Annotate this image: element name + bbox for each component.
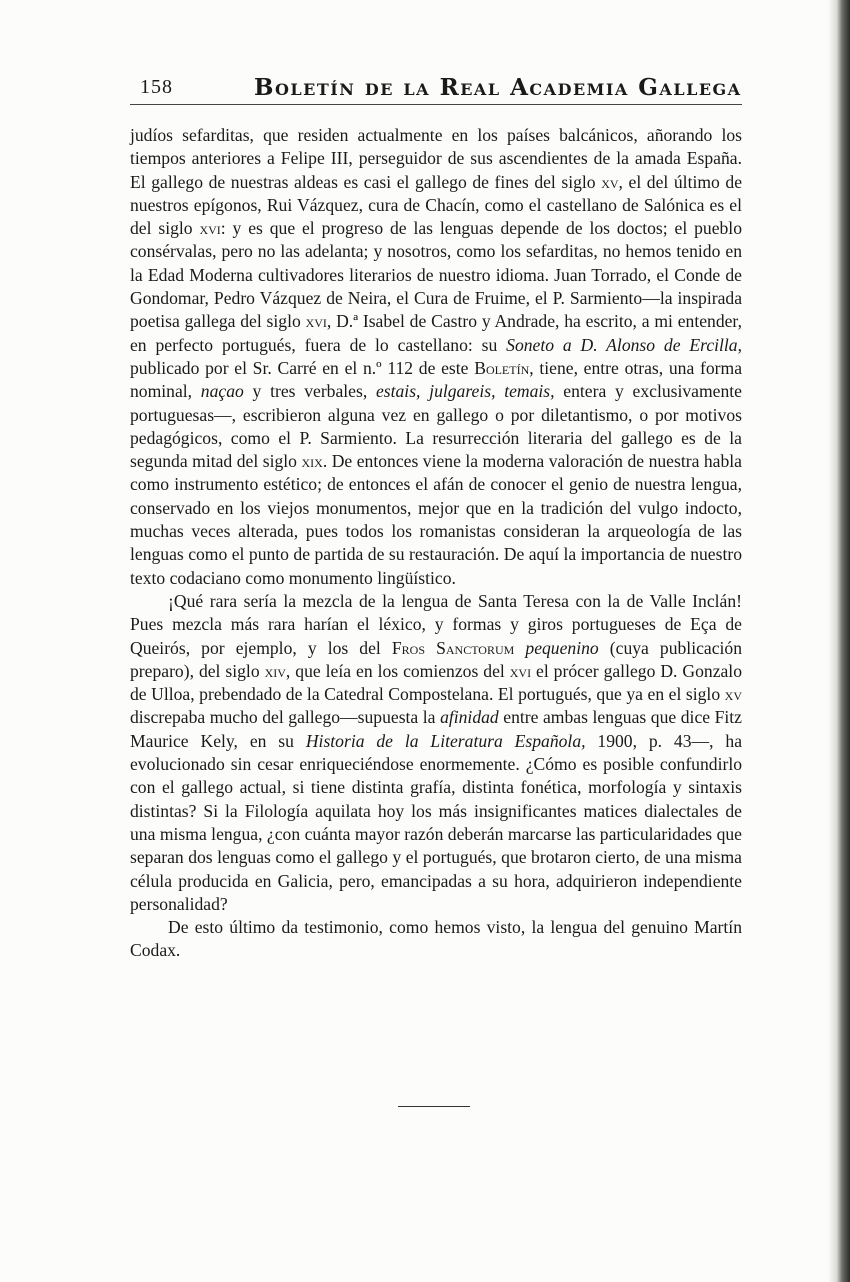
text-run: y tres verbales, <box>243 381 376 402</box>
paragraph-2 <box>130 590 742 916</box>
page-edge-shadow <box>828 0 850 1282</box>
text-run: entera y exclusivamente portuguesas—, escribieron alguna vez en gallego o por diletantismo, o por motivos pedagógicos, como el P. Sarmiento. La resurrección literaria del gallego es de la segunda mitad del siglo <box>130 381 742 472</box>
text-run <box>514 638 525 658</box>
end-rule <box>398 1106 470 1107</box>
small-caps-title: Fros Sanctorum <box>391 637 515 658</box>
text-run: , tiene, entre otras, una forma nominal, <box>130 357 743 402</box>
text-run: , el del último de nuestros epígonos, Rui Vázquez, cura de Chacín, como el castellano de Salónica es el del siglo <box>130 171 743 239</box>
text-run: discrepaba mucho del gallego—supuesta la <box>130 707 441 728</box>
century-numeral: xvi <box>509 660 532 681</box>
text-run: 1900, p. 43—, ha evolucionado sin cesar enriqueciéndose enormemente. ¿Cómo es posible confundirlo con el gallego actual, si tiene distinta grafía, distinta fonética, morfología y sintaxis distintas? Si la Filología aquilata hoy los más insignificantes matices dialectales de una misma lengua, ¿con cuánta mayor razón deberán marcarse las particularidades que separan dos lenguas como el gallego y el portugués, que brotaron cierto, de una misma célula producida en Galicia, pero, emancipadas a su hora, adquirieron independiente personalidad? <box>130 730 742 914</box>
italic-title: Soneto a D. Alonso de Ercilla <box>506 334 738 355</box>
century-numeral: xv <box>724 684 742 705</box>
running-head <box>130 74 742 105</box>
text-run: ¡Qué rara sería la mezcla de la lengua de Santa Teresa con la de Valle Inclán! Pues mezcla más rara harían el léxico, y formas y giros portugueses de Eça de Queirós, por ejemplo, y los del <box>130 590 742 658</box>
century-numeral: xix <box>301 451 323 472</box>
body-text <box>130 124 742 963</box>
text-run: , que leía en los comienzos del <box>285 660 510 681</box>
text-run: entre ambas lenguas que dice Fitz Maurice Kely, en su <box>130 707 742 751</box>
text-run: : y es que el progreso de las lenguas depende de los doctos; el pueblo consérvalas, pero no las adelanta; y nosotros, como los sefarditas, no hemos tenido en la Edad Moderna cultivadores literarios de nuestro idioma. Juan Torrado, el Conde de Gondomar, Pedro Vázquez de Neira, el Cura de Fruime, el P. Sarmiento—la inspirada poetisa gallega del siglo <box>130 218 742 332</box>
italic-term: afinidad <box>440 707 499 728</box>
century-numeral: xiv <box>264 660 286 681</box>
italic-term: naçao <box>200 381 244 402</box>
text-run: (cuya publicación preparo), del siglo <box>130 637 742 681</box>
italic-term: estais, julgareis, temais, <box>375 381 555 402</box>
small-caps-term: Boletín <box>474 357 530 378</box>
text-run: , publicado por el Sr. Carré en el n.º 112 de este <box>130 334 742 378</box>
century-numeral: xv <box>601 171 619 192</box>
journal-title: Boletín de la Real Academia Gallega <box>254 74 742 101</box>
italic-title: pequenino <box>525 637 599 658</box>
page-number: 158 <box>140 76 173 98</box>
paragraph-3: De esto último da testimonio, como hemos visto, la lengua del genuino Martín Codax. <box>130 917 742 961</box>
italic-title: Historia de la Literatura Española, <box>305 730 586 751</box>
text-run: . De entonces viene la moderna valoración de nuestra habla como instrumento estético; de entonces el afán de conocer el genio de nuestra lengua, conservado en los viejos monumentos, mejor que en la tradición del vulgo indocto, muchas veces alterada, pues todos los romanistas consideran la arqueología de las lenguas como el punto de partida de su restauración. De aquí la importancia de nuestro texto codaciano como monumento lingüístico. <box>130 451 742 588</box>
century-numeral: xvi <box>305 311 327 332</box>
paragraph-1 <box>130 124 742 590</box>
text-run: judíos sefarditas, que residen actualmente en los países balcánicos, añorando los tiempos anteriores a Felipe III, perseguidor de sus ascendientes de la amada España. El gallego de nuestras aldeas es casi el gallego de fines del siglo <box>130 125 742 192</box>
century-numeral: xvi <box>199 218 221 239</box>
text-run: , D.ª Isabel de Castro y Andrade, ha escrito, a mi entender, en perfecto portugués, fuera de lo castellano: su <box>130 311 742 355</box>
text-run: el prócer gallego D. Gonzalo de Ulloa, prebendado de la Catedral Compostelana. El portugués, que ya en el siglo <box>130 660 742 705</box>
